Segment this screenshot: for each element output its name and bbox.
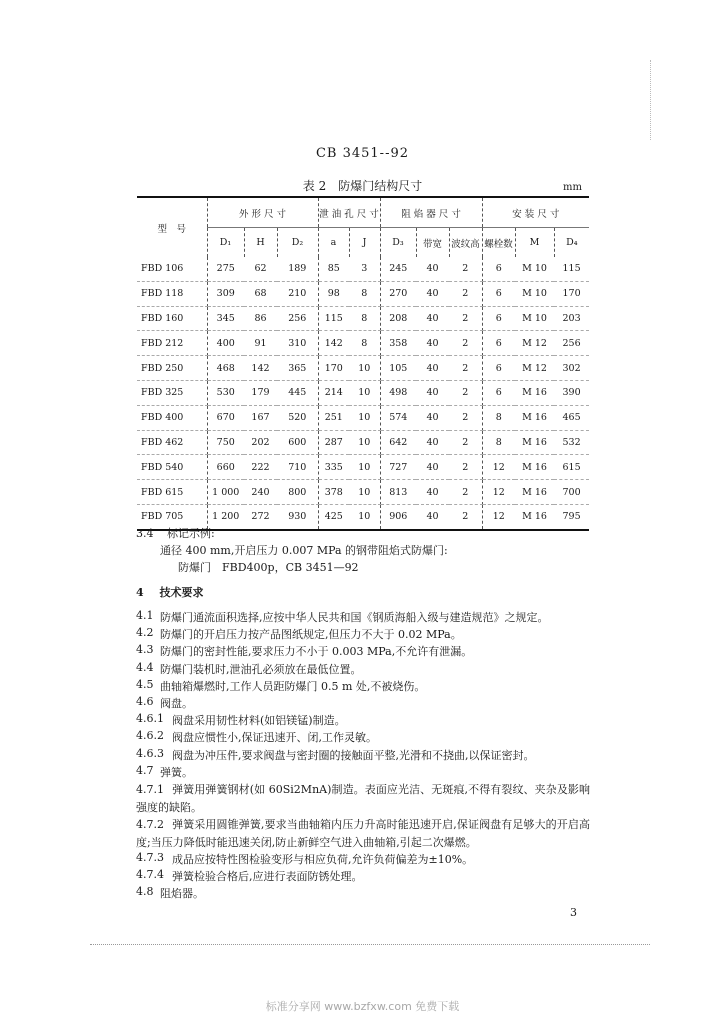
section-text: 弹簧。 [160,765,193,779]
model-cell: FBD 400 [137,405,207,430]
model-cell: FBD 462 [137,430,207,455]
sub-header: H [244,228,277,258]
table-cell: 800 [277,480,318,505]
table-cell: 170 [318,356,349,381]
table-row [137,405,589,430]
table-cell: 520 [277,405,318,430]
table-cell: 6 [482,356,515,381]
table-cell: 309 [207,281,244,306]
table-cell: M 16 [515,504,554,529]
table-cell: 532 [554,430,589,455]
section-number: 4.1 [136,609,154,622]
table-cell: 400 [207,331,244,356]
table-cell: 275 [207,257,244,281]
table-cell: 10 [349,356,380,381]
table-cell: 142 [318,331,349,356]
table-cell: M 10 [515,306,554,331]
table-cell: 12 [482,455,515,480]
section-number: 4.7.2 [136,818,164,831]
section-text: 防爆门装机时,泄油孔必须放在最低位置。 [160,662,362,676]
section-3-4 [136,526,215,542]
table-title: 表 2 防爆门结构尺寸 [302,179,423,193]
section-number: 4.6 [136,695,154,708]
table-cell: M 16 [515,430,554,455]
table-cell: 272 [244,504,277,529]
table-cell: 906 [380,504,416,529]
section-text: 成品应按特性图检验变形与相应负荷,允许负荷偏差为±10%。 [172,853,474,866]
table-cell: 6 [482,306,515,331]
table-cell: 710 [277,455,318,480]
section-text: 防爆门的密封性能,要求压力不小于 0.003 MPa,不允许有泄漏。 [160,645,473,659]
table-cell: 930 [277,504,318,529]
table-cell: M 16 [515,455,554,480]
table-cell: 10 [349,504,380,529]
table-cell: 8 [349,306,380,331]
section-number: 4.7.3 [136,851,164,864]
paragraph-text: 弹簧采用圆锥弹簧,要求当曲轴箱内压力升高时能迅速开启,保证阀盘有足够大的开启高度;当压力降低时能迅速关闭,防止新鲜空气进入曲轴箱,引起二次爆燃。 [136,818,590,849]
table-row [137,356,589,381]
section-text: 阀盘为冲压件,要求阀盘与密封圈的接触面平整,光滑和不挠曲,以保证密封。 [172,748,535,762]
table-cell: 10 [349,430,380,455]
table-cell: 2 [449,380,482,405]
table-cell: 86 [244,306,277,331]
table-cell: 10 [349,405,380,430]
model-cell: FBD 118 [137,281,207,306]
table-cell: 40 [416,455,449,480]
paragraph-text: 弹簧用弹簧钢材(如 60Si2MnA)制造。表面应光洁、无斑痕,不得有裂纹、夹杂及影响强度的缺陷。 [136,783,590,814]
table-cell: 256 [277,306,318,331]
sub-header: D₄ [566,237,578,248]
sub-header: 波纹高 [449,228,482,258]
table-cell: 40 [416,480,449,505]
section-text: 曲轴箱爆燃时,工作人员距防爆门 0.5 m 处,不被烧伤。 [160,679,426,693]
table-cell: 8 [349,331,380,356]
table-cell: 2 [449,257,482,281]
table-cell: 358 [380,331,416,356]
table-cell: 574 [380,405,416,430]
table-cell: 210 [277,281,318,306]
table-cell: 700 [554,480,589,505]
section-number: 4.8 [136,885,154,899]
table-cell: 425 [318,504,349,529]
section-number: 4.7 [136,763,154,777]
table-cell: 2 [449,356,482,381]
example-text: 通径 400 mm,开启压力 0.007 MPa 的钢带阻焰式防爆门: [160,544,448,557]
table-cell: 2 [449,331,482,356]
model-cell: FBD 250 [137,356,207,381]
table-cell: 240 [244,480,277,505]
table-cell: 222 [244,455,277,480]
table-cell: 10 [349,380,380,405]
section-number: 4.6.1 [136,712,164,726]
section-text: 防爆门通流面积选择,应按中华人民共和国《钢质海船入级与建造规范》之规定。 [160,611,549,624]
table-cell: 1 200 [207,504,244,529]
table-cell: 214 [318,380,349,405]
table-cell: 813 [380,480,416,505]
table-cell: 85 [318,257,349,281]
table-cell: 727 [380,455,416,480]
table-cell: 208 [380,306,416,331]
outline-size-header: 外 形 尺 寸 [207,197,318,228]
section-number: 4.7.4 [136,868,164,882]
table-cell: 750 [207,430,244,455]
table-cell: 6 [482,331,515,356]
table-cell: 642 [380,430,416,455]
table-cell: 8 [349,281,380,306]
section-title: 标记示例: [167,527,215,540]
table-cell: 115 [318,306,349,331]
table-cell: 105 [380,356,416,381]
section-number: 4.6.3 [136,746,164,760]
page-number: 3 [570,906,577,919]
example-mark: 防爆门 FBD400p，CB 3451—92 [178,561,359,574]
table-row [137,430,589,455]
table-cell: 1 000 [207,480,244,505]
table-cell: 2 [449,306,482,331]
section-number: 4.3 [136,643,154,657]
section-text: 阻焰器。 [160,887,204,901]
table-cell: 40 [416,306,449,331]
sub-header: D₃ [380,228,416,258]
table-cell: 40 [416,257,449,281]
table-cell: 179 [244,380,277,405]
table-cell: 670 [207,405,244,430]
standard-code-header: CB 3451--92 [315,146,410,161]
table-cell: 310 [277,331,318,356]
table-cell: 445 [277,380,318,405]
table-cell: M 12 [515,331,554,356]
model-cell: FBD 160 [137,306,207,331]
table-cell: 390 [554,380,589,405]
table-cell: 2 [449,504,482,529]
section-number: 4.7.1 [136,783,164,796]
table-cell: M 16 [515,480,554,505]
table-cell: 3 [349,257,380,281]
table-cell: 8 [482,430,515,455]
table-cell: 615 [554,455,589,480]
table-cell: 251 [318,405,349,430]
drain-hole-header: 泄 油 孔 尺 寸 [318,197,380,228]
table-row [137,480,589,505]
table-cell: 40 [416,430,449,455]
table-body [137,257,589,530]
table-cell: 62 [244,257,277,281]
table-cell: 2 [449,480,482,505]
table-cell: M 10 [515,281,554,306]
table-cell: M 10 [515,257,554,281]
section-text: 阀盘采用韧性材料(如铝镁锰)制造。 [172,714,346,728]
table-cell: 498 [380,380,416,405]
section-number: 4.4 [136,660,154,674]
dimension-table-wrapper [137,196,589,531]
section-4-heading [136,585,204,601]
scan-edge-dots [650,60,651,140]
table-cell: 170 [554,281,589,306]
table-cell: 287 [318,430,349,455]
table-cell: 189 [277,257,318,281]
sub-header: 螺栓数 [482,228,515,258]
section-text: 防爆门的开启压力按产品图纸规定,但压力不大于 0.02 MPa。 [160,628,462,642]
table-cell: 8 [482,405,515,430]
table-cell: 10 [349,455,380,480]
sub-header: M [515,228,554,258]
model-cell: FBD 106 [137,257,207,281]
table-row [137,455,589,480]
table-cell: 6 [482,281,515,306]
table-cell: 378 [318,480,349,505]
table-cell: 98 [318,281,349,306]
model-cell: FBD 705 [137,504,207,529]
table-cell: 40 [416,405,449,430]
table-cell: 530 [207,380,244,405]
table-cell: 2 [449,430,482,455]
section-number: 4.6.2 [136,729,164,743]
table-cell: 2 [449,281,482,306]
table-row [137,306,589,331]
section-number: 4 [136,586,144,599]
table-cell: 2 [449,405,482,430]
table-cell: 68 [244,281,277,306]
section-number: 4.5 [136,677,154,691]
table-unit: mm [563,182,582,193]
section-title: 技术要求 [159,586,204,599]
table-cell: 10 [349,480,380,505]
install-size-header: 安 装 尺 寸 [482,197,589,228]
section-number: 3.4 [136,527,154,540]
sub-header: 带宽 [416,228,449,258]
group-header-row [137,197,589,228]
table-cell: M 12 [515,356,554,381]
table-row [137,281,589,306]
table-cell: M 16 [515,380,554,405]
table-cell: 2 [449,455,482,480]
table-cell: 6 [482,380,515,405]
table-cell: 270 [380,281,416,306]
scan-dots [90,944,650,945]
table-cell: 468 [207,356,244,381]
model-cell: FBD 615 [137,480,207,505]
sub-header: D₁ [207,228,244,258]
table-cell: 40 [416,356,449,381]
section-number: 4.2 [136,626,154,640]
table-cell: 40 [416,504,449,529]
table-cell: 795 [554,504,589,529]
sub-header: J [349,228,380,258]
table-cell: 256 [554,331,589,356]
paragraph-4-7-2 [136,816,590,852]
table-row [137,380,589,405]
flame-arrester-header: 阻 焰 器 尺 寸 [380,197,482,228]
sub-header: a [318,228,349,258]
footer-watermark: 标准分享网 www.bzfxw.com 免费下载 [265,1000,460,1013]
table-cell: 167 [244,405,277,430]
table-cell: 345 [207,306,244,331]
table-cell: 91 [244,331,277,356]
model-cell: FBD 540 [137,455,207,480]
table-cell: 40 [416,380,449,405]
paragraph-4-7-1 [136,781,590,817]
table-cell: 660 [207,455,244,480]
table-cell: 40 [416,281,449,306]
table-cell: 12 [482,480,515,505]
model-cell: FBD 212 [137,331,207,356]
model-cell: FBD 325 [137,380,207,405]
dimension-table [137,196,589,531]
sub-header: D₂ [277,228,318,258]
table-cell: 335 [318,455,349,480]
table-cell: 202 [244,430,277,455]
table-cell: 142 [244,356,277,381]
table-row [137,257,589,281]
table-cell: 115 [554,257,589,281]
table-cell: 40 [416,331,449,356]
table-cell: 365 [277,356,318,381]
table-cell: 203 [554,306,589,331]
section-text: 弹簧检验合格后,应进行表面防锈处理。 [172,870,363,884]
table-cell: 600 [277,430,318,455]
table-cell: 245 [380,257,416,281]
table-cell: 6 [482,257,515,281]
table-cell: M 16 [515,405,554,430]
table-row [137,331,589,356]
table-cell: 465 [554,405,589,430]
section-text: 阀盘应惯性小,保证迅速开、闭,工作灵敏。 [172,731,377,745]
model-header: 型 号 [137,197,207,257]
table-cell: 302 [554,356,589,381]
section-text: 阀盘。 [160,697,193,710]
table-cell: 12 [482,504,515,529]
